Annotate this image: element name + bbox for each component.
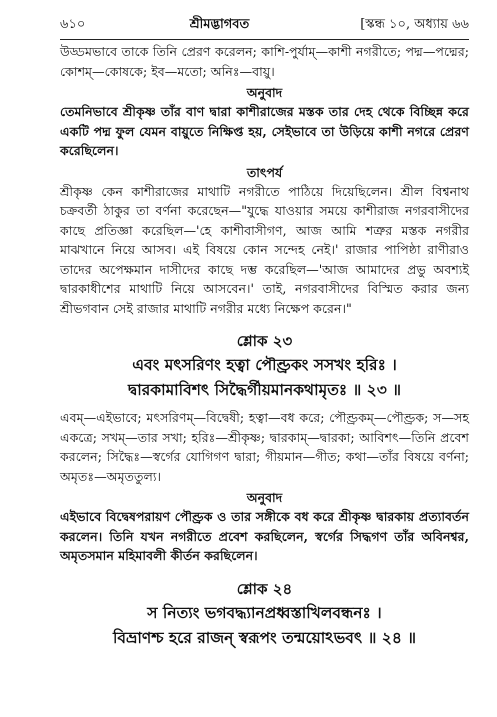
page-body bbox=[60, 42, 469, 650]
word-meanings-23: এবম্—এইভাবে; মৎসরিণম্—বিদ্বেষী; হত্বা—বধ করে; পৌণ্ড্রকম্—পৌণ্ড্রক; স—সহ একত্রে; সখম্—তার সখা; হরিঃ—শ্রীকৃষ্ণ; দ্বারকাম্—দ্বারকা; আবিশৎ—তিনি প্রবেশ করলেন; সিদ্ধৈঃ—স্বর্গের যোগিগণ দ্বারা; গীয়মান—গীত; কথা—তাঁর বিষয়ে বর্ণনা; অমৃতঃ—অমৃততুল্য। bbox=[60, 410, 469, 484]
sloka-23-heading: শ্লোক ২৩ bbox=[236, 332, 293, 350]
purport-text: শ্রীকৃষ্ণ কেন কাশীরাজের মাথাটি নগরীতে পাঠিয়ে দিয়েছিলেন। শ্রীল বিশ্বনাথ চক্রবর্তী ঠাকুর তা বর্ণনা করেছেন—"যুদ্ধে যাওয়ার সময়ে কাশীরাজ নগরবাসীদের কাছে প্রতিজ্ঞা করেছিল—'হে কাশীবাসীগণ, আজ আমি শত্রুর মস্তক নগরীর মাঝখানে নিয়ে আসব। এই বিষয়ে কোন সন্দেহ নেই।' রাজার পাপিষ্ঠা রাণীরাও তাদের অপেক্ষমান দাসীদের কাছে দম্ভ করেছিল—'আজ আমাদের প্রভু অবশ্যই দ্বারকাধীশের মাথাটি নিয়ে আসবেন।' তাই, নগরবাসীদের বিস্মিত করার জন্য শ্রীভগবান সেই রাজার মাথাটি নগরীর মধ্যে নিক্ষেপ করেন।" bbox=[60, 183, 469, 316]
translation-text: তেমনিভাবে শ্রীকৃষ্ণ তাঁর বাণ দ্বারা কাশীরাজের মস্তক তার দেহ থেকে বিচ্ছিন্ন করে একটি পদ্ম ফুল যেমন বায়ুতে নিক্ষিপ্ত হয়, সেইভাবে তা উড়িয়ে কাশী নগরে প্রেরণ করেছিলেন। bbox=[60, 104, 469, 158]
sloka-23-line-1: এবং মৎসরিণং হত্বা পৌণ্ড্রকং সসখং হরিঃ । bbox=[132, 355, 397, 374]
purport-heading: তাৎপর্য bbox=[246, 164, 283, 180]
sloka-24-line-2: বিভ্রাণশ্চ হরে রাজন্ স্বরূপং তন্ময়োঽভবৎ ॥ ২৪ ॥ bbox=[112, 627, 417, 647]
translation-heading-23: অনুবাদ bbox=[246, 490, 283, 505]
book-title: শ্রীমদ্ভাগবত bbox=[189, 17, 250, 32]
sloka-24-line-1: স নিত্যং ভগবদ্ধ্যানপ্রধ্বস্তাখিলবন্ধনঃ । bbox=[147, 602, 382, 622]
translation-heading: অনুবাদ bbox=[246, 85, 283, 100]
translation-text-23: এইভাবে বিদ্বেষপরায়ণ পৌণ্ড্রক ও তার সঙ্গীকে বধ করে শ্রীকৃষ্ণ দ্বারকায় প্রত্যাবর্তন করলেন। তিনি যখন নগরীতে প্রবেশ করছিলেন, স্বর্গের সিদ্ধগণ তাঁর অবিনশ্বর, অমৃতসমান মহিমাবলী কীর্তন করছিলেন। bbox=[60, 509, 469, 563]
sloka-23-line-2: দ্বারকামাবিশৎ সিদ্ধৈর্গীয়মানকথামৃতঃ ॥ ২৩ ॥ bbox=[128, 380, 401, 399]
word-meanings-continued: উড্ডমভাবে তাকে তিনি প্রেরণ করেলন; কাশি-পুর্যাম্—কাশী নগরীতে; পদ্ম—পদ্মের; কোশম্—কোষকে; ইব—মতো; অনিঃ—বায়ু। bbox=[60, 44, 469, 79]
page-number: ৬১০ bbox=[60, 17, 86, 32]
sloka-24-heading: শ্লোক ২৪ bbox=[236, 579, 293, 598]
canto-chapter: [স্কন্ধ ১০, অধ্যায় ৬৬ bbox=[360, 17, 469, 32]
running-header bbox=[60, 14, 469, 40]
